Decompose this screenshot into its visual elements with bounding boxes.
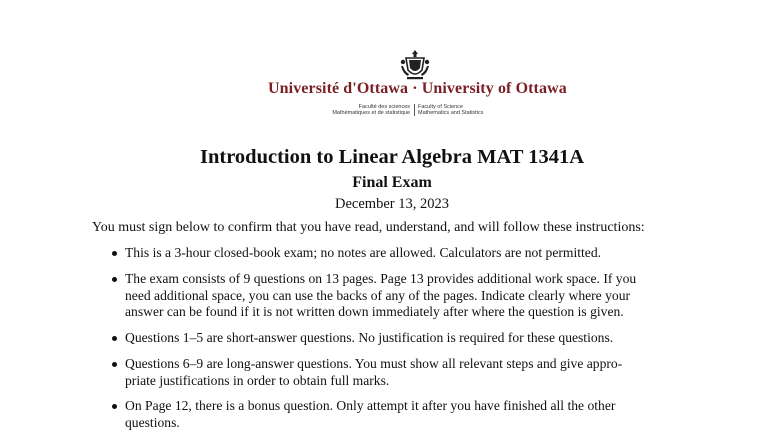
instruction-line: questions. bbox=[125, 414, 180, 430]
faculty-fr-line: Mathématiques et de statistique bbox=[332, 110, 410, 116]
university-name: Université d'Ottawa · University of Ottawa bbox=[268, 80, 567, 97]
instruction-line: This is a 3-hour closed-book exam; no notes are allowed. Calculators are not permitted. bbox=[125, 245, 602, 260]
letterhead bbox=[0, 0, 784, 130]
letterhead-divider bbox=[414, 104, 415, 116]
instruction-line: priate justifications in order to obtain full marks. bbox=[125, 372, 390, 388]
instruction-line: answer can be found if it is not written down immediately after where the question is given. bbox=[125, 304, 624, 320]
bullet-icon bbox=[112, 277, 117, 282]
university-crest-icon bbox=[398, 48, 432, 82]
faculty-en-line: Mathematics and Statistics bbox=[418, 110, 484, 116]
instruction-line: On Page 12, there is a bonus question. Only attempt it after you have finished all the other bbox=[125, 398, 616, 413]
faculty-fr-line: Faculté des sciences bbox=[358, 104, 410, 110]
faculty-name-french bbox=[322, 104, 410, 116]
exam-title: Introduction to Linear Algebra MAT 1341A bbox=[199, 146, 584, 168]
bullet-icon bbox=[112, 362, 117, 367]
instruction-line: need additional space, you can use the backs of any of the pages. Indicate clearly where your bbox=[125, 287, 631, 303]
bullet-icon bbox=[112, 404, 117, 409]
instruction-item bbox=[125, 271, 636, 321]
exam-subtitle: Final Exam bbox=[352, 174, 432, 191]
exam-date: December 13, 2023 bbox=[335, 196, 449, 212]
instruction-item bbox=[125, 330, 613, 347]
bullet-icon bbox=[112, 336, 117, 341]
bullet-icon bbox=[112, 251, 117, 256]
instruction-item bbox=[125, 398, 615, 431]
instruction-line: Questions 1–5 are short-answer questions. No justification is required for these questions. bbox=[125, 330, 614, 345]
instruction-item bbox=[125, 356, 622, 389]
faculty-en-line: Faculty of Science bbox=[418, 104, 463, 110]
instruction-line: Questions 6–9 are long-answer questions. You must show all relevant steps and give appro- bbox=[125, 356, 623, 371]
instruction-line: The exam consists of 9 questions on 13 pages. Page 13 provides additional work space. If you bbox=[125, 271, 637, 286]
faculty-name-english bbox=[418, 104, 498, 116]
instructions-lead: You must sign below to confirm that you have read, understand, and will follow these instructions: bbox=[92, 220, 645, 235]
instruction-item bbox=[125, 245, 601, 262]
